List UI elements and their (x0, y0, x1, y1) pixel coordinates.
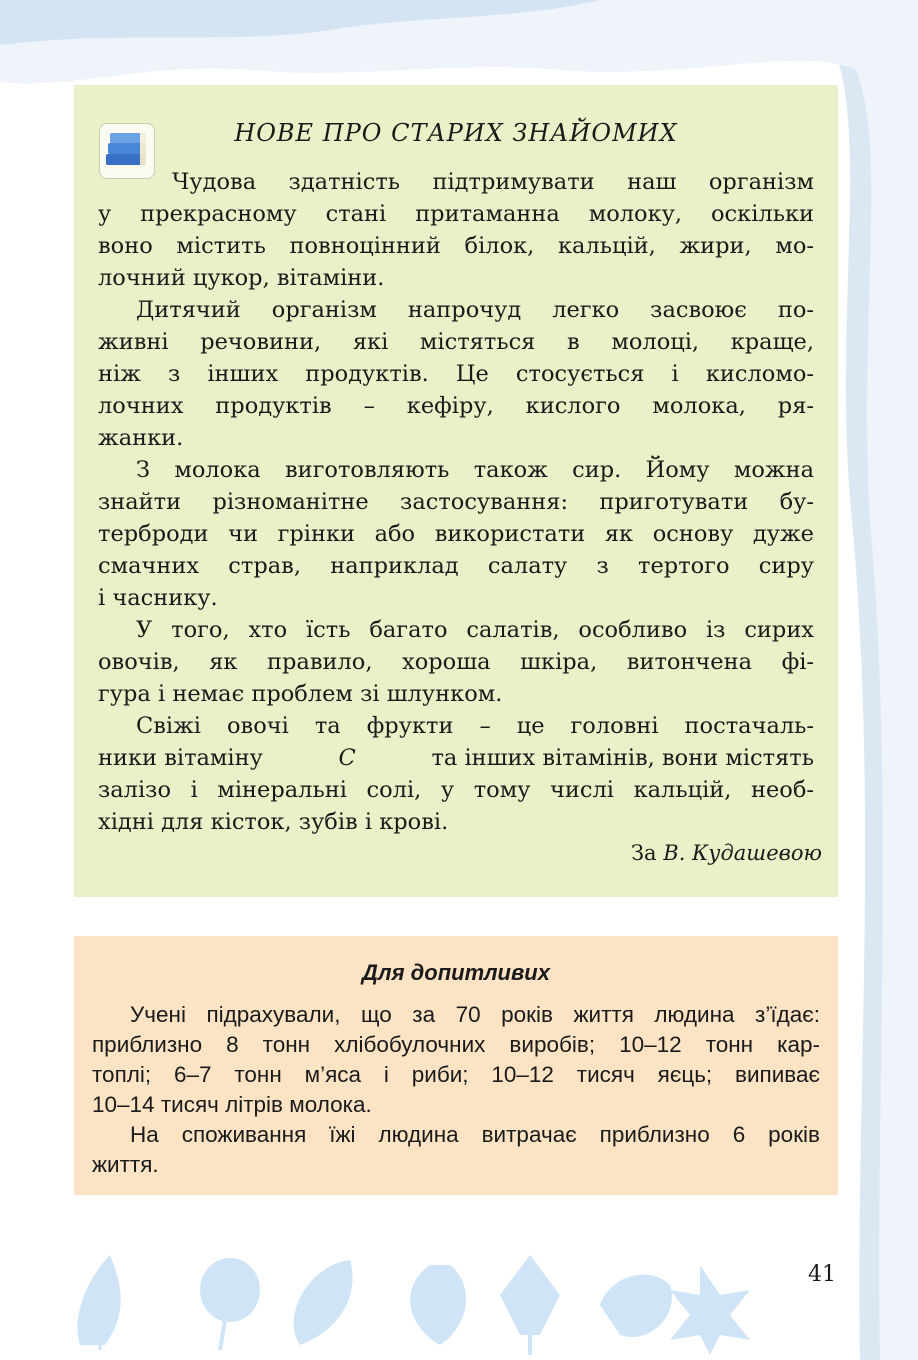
green-info-box (74, 85, 838, 897)
text-line: топлі; 6–7 тонн м’яса і риби; 10–12 тисяч яєць; випиває (92, 1062, 820, 1087)
text-line: життя. (92, 1152, 159, 1177)
text-line: воно містить повноцінний білок, кальцій, жири, мо- (98, 233, 814, 259)
page-number: 41 (808, 1262, 836, 1287)
text-line: лочних продуктів – кефіру, кислого молока, ря- (98, 393, 814, 419)
text-line: Учені підрахували, що за 70 років життя людина з’їдає: (130, 1002, 820, 1027)
source-credit: За В. Кудашевою (630, 841, 822, 865)
text-line: лочний цукор, вітаміни. (98, 265, 385, 291)
leaf-decoration (60, 1235, 760, 1355)
vitamin-letter: С (338, 745, 356, 771)
text-line: Дитячий організм напрочуд легко засвоює по- (136, 297, 814, 323)
text-line: На споживання їжі людина витрачає приблизно 6 років (130, 1122, 820, 1147)
text-line: 10–14 тисяч літрів молока. (92, 1092, 372, 1117)
text-line: у прекрасному стані притаманна молоку, оскільки (98, 201, 814, 227)
text-line: приблизно 8 тонн хлібобулочних виробів; 10–12 тонн кар- (92, 1032, 820, 1057)
box-title: Для допитливих (362, 960, 550, 985)
text-line: хідні для кісток, зубів і крові. (98, 809, 449, 835)
text-line: Чудова здатність підтримувати наш організм (172, 169, 814, 195)
box-title: НОВЕ ПРО СТАРИХ ЗНАЙОМИХ (234, 119, 678, 147)
curious-facts-box (74, 936, 838, 1195)
text-line: ніж з інших продуктів. Це стосується і кисломо- (98, 361, 814, 387)
text-line: овочів, як правило, хороша шкіра, витончена фі- (98, 649, 814, 675)
text-line: жанки. (98, 425, 184, 451)
source-author: В. Кудашевою (663, 841, 822, 865)
text-line: та інших вітамінів, вони містять (431, 745, 814, 771)
text-line: знайти різноманітне застосування: приготувати бу- (98, 489, 814, 515)
text-line: ники вітаміну (98, 745, 263, 771)
text-line: живні речовини, які містяться в молоці, краще, (98, 329, 814, 355)
text-line: залізо і мінеральні солі, у тому числі кальцій, необ- (98, 777, 814, 803)
text-line: З молока виготовляють також сир. Йому можна (136, 457, 814, 483)
text-line: смачних страв, наприклад салату з тертого сиру (98, 553, 814, 579)
text-line: Свіжі овочі та фрукти – це головні постачаль- (136, 713, 814, 739)
text-line: і часнику. (98, 585, 218, 611)
text-line: гура і немає проблем зі шлунком. (98, 681, 503, 707)
text-line: У того, хто їсть багато салатів, особливо із сирих (136, 617, 814, 643)
text-line: терброди чи грінки або використати як основу дуже (98, 521, 814, 547)
